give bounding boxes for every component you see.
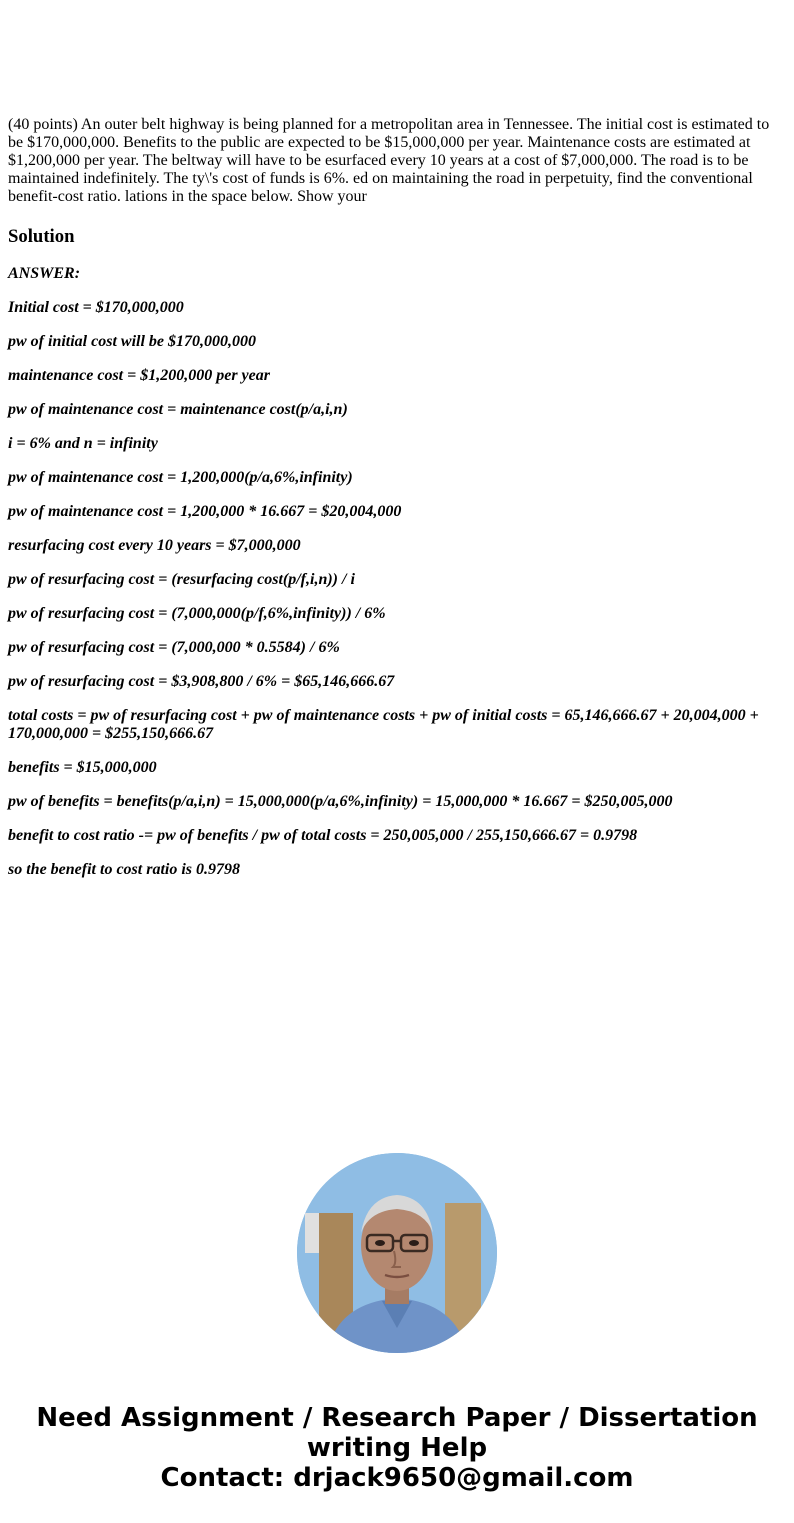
footer-contact-text: Contact: drjack9650@gmail.com	[160, 1463, 634, 1493]
answer-line: maintenance cost = $1,200,000 per year	[8, 367, 270, 384]
answer-line: pw of resurfacing cost = $3,908,800 / 6% = $65,146,666.67	[8, 673, 395, 690]
answer-line: pw of maintenance cost = 1,200,000(p/a,6%,infinity)	[8, 469, 353, 486]
question-text: (40 points) An outer belt highway is being planned for a metropolitan area in Tennessee. The initial cost is estimated to be $170,000,000. Benefits to the public are expected to be $15,000,000 per year. Maintenance costs are estimated at $1,200,000 per year. The beltway will have to be esurfaced every 10 years at a cost of $7,000,000. The road is to be maintained indefinitely. The ty\'s cost of funds is 6%. ed on maintaining the road in perpetuity, find the conventional benefit-cost ratio. lations in the space below. Show your	[8, 116, 770, 205]
answer-line: pw of resurfacing cost = (7,000,000(p/f,6%,infinity)) / 6%	[8, 605, 386, 622]
answer-line: ANSWER:	[8, 265, 81, 282]
answer-line: total costs = pw of resurfacing cost + pw of maintenance costs + pw of initial costs = 65,146,666.67 + 20,004,000 + 170,000,000 = $255,150,666.67	[8, 707, 759, 742]
answer-line: benefits = $15,000,000	[8, 759, 157, 776]
answer-line: pw of maintenance cost = maintenance cost(p/a,i,n)	[8, 401, 348, 418]
answer-line: i = 6% and n = infinity	[8, 435, 158, 452]
answer-line: pw of initial cost will be $170,000,000	[8, 333, 257, 350]
answer-line: pw of resurfacing cost = (7,000,000 * 0.5584) / 6%	[8, 639, 340, 656]
solution-heading: Solution	[8, 226, 75, 247]
author-portrait-image	[297, 1153, 497, 1353]
answer-line: resurfacing cost every 10 years = $7,000,000	[8, 537, 301, 554]
footer-banner	[0, 1403, 794, 1493]
author-avatar	[297, 1153, 497, 1353]
answer-line: benefit to cost ratio -= pw of benefits / pw of total costs = 250,005,000 / 255,150,666.67 = 0.9798	[8, 827, 638, 844]
answer-line: pw of maintenance cost = 1,200,000 * 16.667 = $20,004,000	[8, 503, 402, 520]
footer-help-text: Need Assignment / Research Paper / Dissertation writing Help	[36, 1403, 758, 1463]
answer-line: pw of benefits = benefits(p/a,i,n) = 15,000,000(p/a,6%,infinity) = 15,000,000 * 16.667 = $250,005,000	[8, 793, 673, 810]
answer-line: so the benefit to cost ratio is 0.9798	[8, 861, 240, 878]
answer-line: pw of resurfacing cost = (resurfacing cost(p/f,i,n)) / i	[8, 571, 355, 588]
document-body	[8, 116, 778, 895]
answer-section	[8, 265, 778, 879]
answer-line: Initial cost = $170,000,000	[8, 299, 184, 316]
